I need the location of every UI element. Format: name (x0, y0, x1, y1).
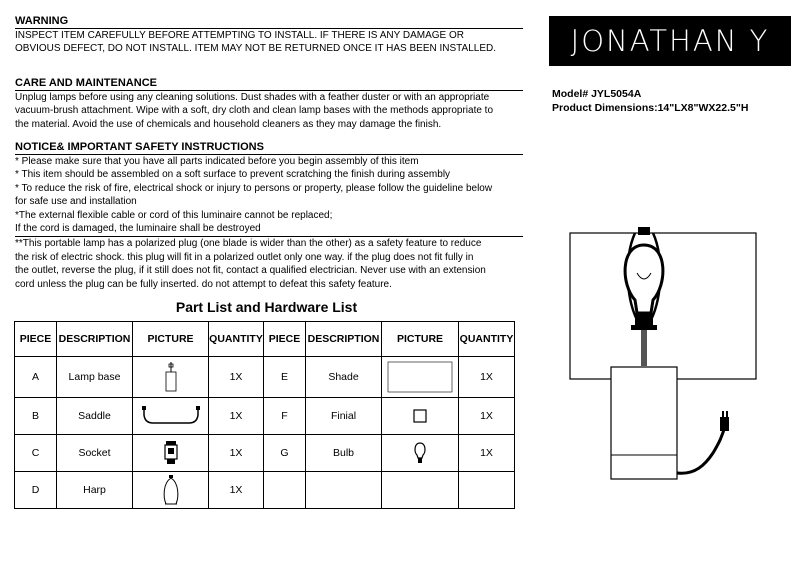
piece-cell: E (264, 357, 306, 398)
care-title: CARE AND MAINTENANCE (15, 77, 157, 89)
quantity-cell: 1X (459, 435, 515, 472)
warning-title: WARNING (15, 15, 69, 27)
plug-line: the risk of electric shock. this plug will fit in a polarized outlet only one way. if the plug does not fit fully in (15, 251, 474, 263)
table-row (15, 435, 515, 472)
shade-icon (387, 361, 453, 393)
description-cell: Finial (306, 398, 382, 435)
safety-line: for safe use and installation (15, 196, 137, 208)
description-cell: Saddle (57, 398, 133, 435)
plug-line: **This portable lamp has a polarized plug (one blade is wider than the other) as a safety feature to reduce (15, 238, 482, 250)
description-cell: Harp (57, 472, 133, 509)
description-cell: Bulb (306, 435, 382, 472)
header-picture: PICTURE (133, 322, 209, 357)
plug-line: cord unless the plug can be fully inserted. do not attempt to defeat this safety feature. (15, 278, 392, 290)
header-description: DESCRIPTION (306, 322, 382, 357)
care-line: Unplug lamps before using any cleaning solutions. Dust shades with a feather duster or with an appropriate (15, 92, 490, 103)
warning-section (15, 15, 523, 56)
lamp-base-icon (164, 362, 178, 392)
finial-icon (413, 409, 427, 423)
quantity-cell: 1X (459, 357, 515, 398)
care-line: vacuum-brush attachment. Wipe with a soft, dry cloth and clean lamp bases with the methods appropriate to (15, 105, 494, 117)
header-piece: PIECE (264, 322, 306, 357)
safety-line: * This item should be assembled on a soft surface to prevent scratching the finish during assembly (15, 169, 451, 181)
description-cell (306, 472, 382, 509)
warning-line: INSPECT ITEM CAREFULLY BEFORE ATTEMPTING TO INSTALL. IF THERE IS ANY DAMAGE OR (15, 30, 464, 41)
picture-cell (133, 472, 209, 509)
header-quantity: QUANTITY (209, 322, 264, 357)
product-dimensions: Product Dimensions:14"LX8"WX22.5"H (552, 102, 749, 114)
piece-cell: F (264, 398, 306, 435)
care-section (15, 77, 523, 131)
harp-icon (161, 475, 181, 505)
piece-cell (264, 472, 306, 509)
table-row (15, 398, 515, 435)
picture-cell (382, 472, 459, 509)
plug-line: the outlet, reverse the plug, if it still does not fit, contact a qualified electrician. Never use with an extension (15, 265, 486, 277)
picture-cell (382, 357, 459, 398)
picture-cell (382, 398, 459, 435)
parts-table (14, 321, 515, 509)
picture-cell (382, 435, 459, 472)
table-row (15, 472, 515, 509)
piece-cell: C (15, 435, 57, 472)
saddle-icon (141, 405, 201, 427)
picture-cell (133, 357, 209, 398)
brand-logo: JONATHAN Y (549, 16, 791, 66)
header-quantity: QUANTITY (459, 322, 515, 357)
picture-cell (133, 398, 209, 435)
piece-cell: G (264, 435, 306, 472)
header-piece: PIECE (15, 322, 57, 357)
piece-cell: A (15, 357, 57, 398)
quantity-cell: 1X (209, 472, 264, 509)
model-number: Model# JYL5054A (552, 88, 642, 100)
quantity-cell: 1X (209, 435, 264, 472)
description-cell: Shade (306, 357, 382, 398)
quantity-cell (459, 472, 515, 509)
quantity-cell: 1X (459, 398, 515, 435)
safety-title: NOTICE& IMPORTANT SAFETY INSTRUCTIONS (15, 141, 264, 153)
safety-section (15, 141, 523, 291)
header-description: DESCRIPTION (57, 322, 133, 357)
table-row (15, 357, 515, 398)
quantity-cell: 1X (209, 357, 264, 398)
socket-icon (164, 440, 178, 466)
safety-line: If the cord is damaged, the luminaire shall be destroyed (15, 223, 261, 235)
lamp-illustration (565, 225, 765, 555)
quantity-cell: 1X (209, 398, 264, 435)
picture-cell (133, 435, 209, 472)
header-picture: PICTURE (382, 322, 459, 357)
piece-cell: D (15, 472, 57, 509)
description-cell: Socket (57, 435, 133, 472)
safety-line: * To reduce the risk of fire, electrical shock or injury to persons or property, please follow the guideline below (15, 182, 493, 194)
care-line: the material. Avoid the use of chemicals and household cleaners as they may damage the finish. (15, 118, 442, 130)
bulb-icon (413, 442, 427, 464)
parts-list-title: Part List and Hardware List (175, 299, 358, 315)
safety-line: *The external flexible cable or cord of this luminaire cannot be replaced; (15, 209, 333, 221)
warning-line: OBVIOUS DEFECT, DO NOT INSTALL. ITEM MAY NOT BE RETURNED ONCE IT HAS BEEN INSTALLED. (15, 43, 497, 55)
table-header-row (15, 322, 515, 357)
piece-cell: B (15, 398, 57, 435)
description-cell: Lamp base (57, 357, 133, 398)
safety-line: * Please make sure that you have all parts indicated before you begin assembly of this item (15, 156, 419, 167)
